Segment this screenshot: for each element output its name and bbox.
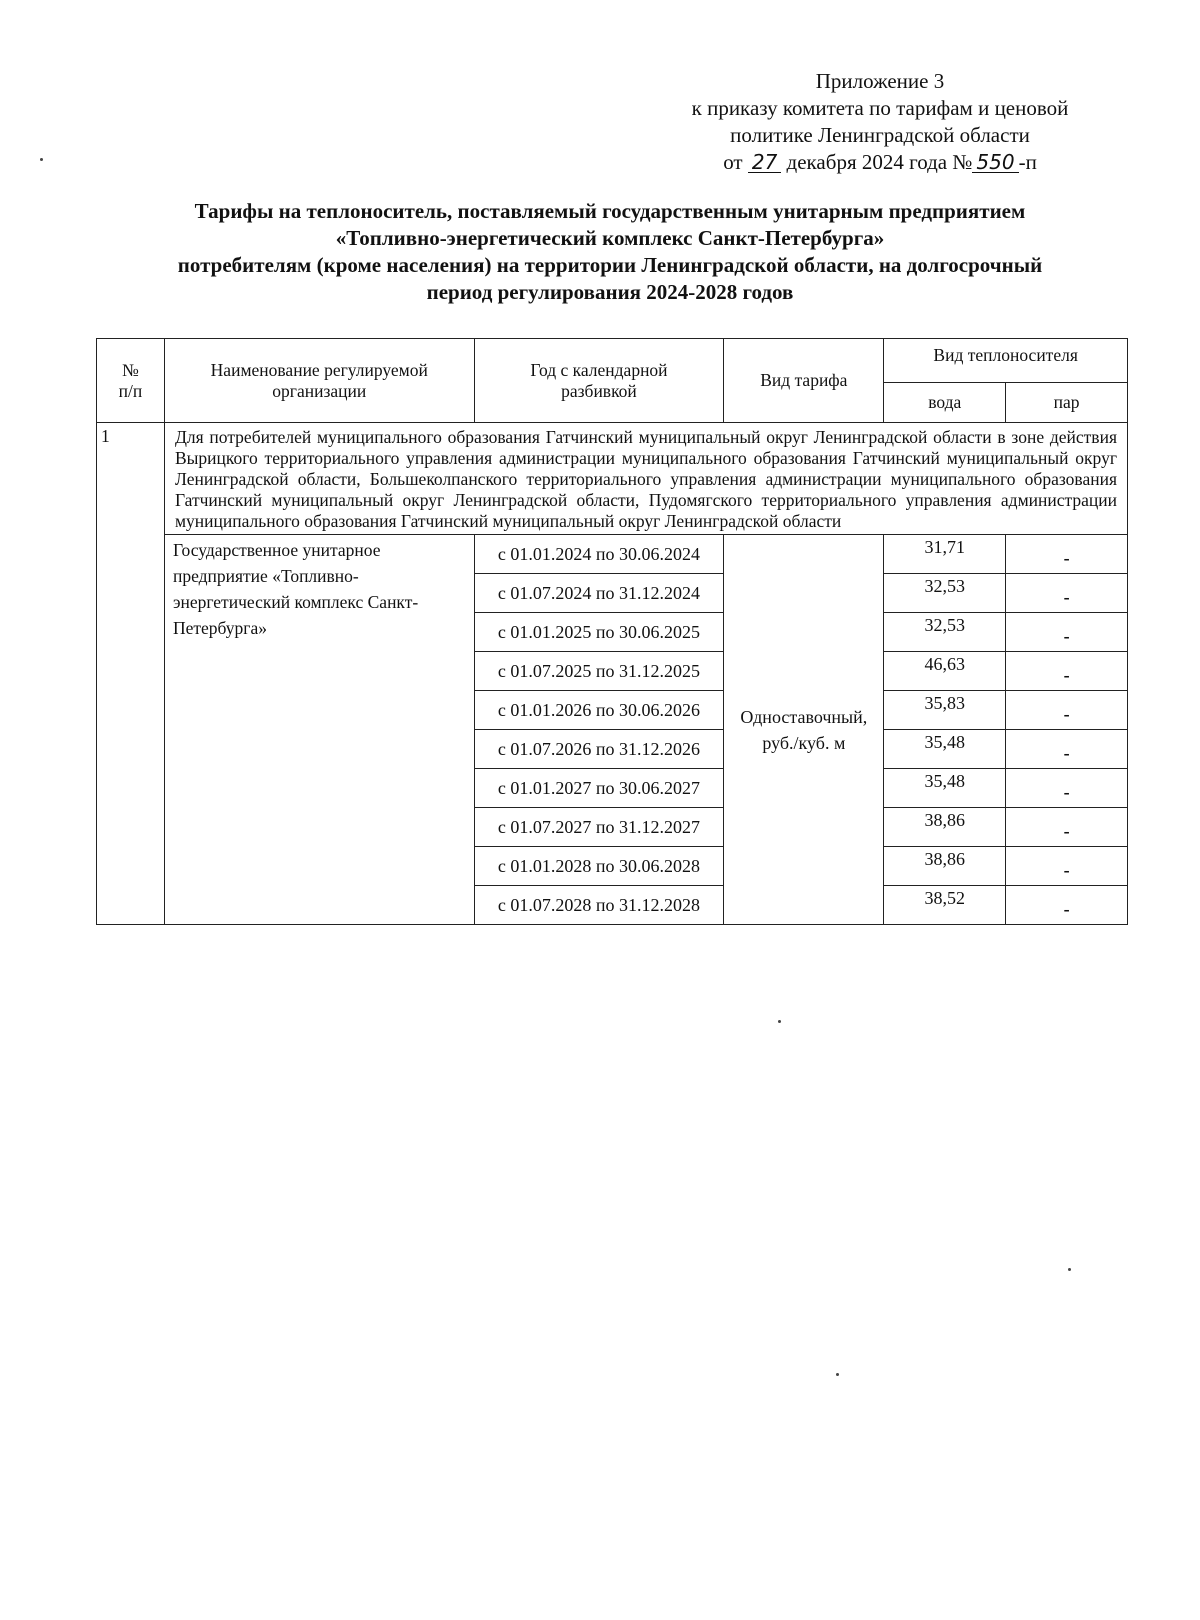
water-tariff: 46,63 [884, 652, 1006, 691]
steam-tariff: - [1006, 535, 1128, 574]
order-suffix: -п [1018, 150, 1037, 174]
period-cell: с 01.01.2026 по 30.06.2026 [474, 691, 724, 730]
scan-speck [836, 1373, 839, 1376]
water-tariff: 38,86 [884, 808, 1006, 847]
order-reference-line2: политике Ленинградской области [730, 123, 1030, 147]
steam-tariff: - [1006, 574, 1128, 613]
title-line-1: Тарифы на теплоноситель, поставляемый государственным унитарным предприятием [194, 199, 1026, 223]
steam-tariff: - [1006, 613, 1128, 652]
appendix-label: Приложение 3 [815, 69, 945, 93]
order-reference-line1: к приказу комитета по тарифам и ценовой [691, 96, 1069, 120]
header-carrier: Вид теплоносителя [884, 339, 1128, 383]
title-line-3: потребителям (кроме населения) на территории Ленинградской области, на долгосрочный [177, 253, 1043, 277]
period-cell: с 01.01.2024 по 30.06.2024 [474, 535, 724, 574]
water-tariff: 32,53 [884, 574, 1006, 613]
title-line-4: период регулирования 2024-2028 годов [426, 280, 794, 304]
header-tariff-type: Вид тарифа [724, 339, 884, 423]
header-water: вода [884, 383, 1006, 423]
water-tariff: 35,48 [884, 769, 1006, 808]
steam-tariff: - [1006, 691, 1128, 730]
order-date-line [640, 149, 1120, 176]
row-number: 1 [97, 423, 165, 925]
header-year: Год с календарной разбивкой [474, 339, 724, 423]
steam-tariff: - [1006, 886, 1128, 925]
period-cell: с 01.07.2024 по 31.12.2024 [474, 574, 724, 613]
water-tariff: 32,53 [884, 613, 1006, 652]
organization-name: Государственное унитарное предприятие «Топливно-энергетический комплекс Санкт-Петербурга» [164, 535, 474, 925]
handwritten-day: 27 [748, 152, 781, 173]
header-organization: Наименование регулируемой организации [164, 339, 474, 423]
title-line-2: «Топливно-энергетический комплекс Санкт-Петербурга» [335, 226, 885, 250]
period-cell: с 01.01.2025 по 30.06.2025 [474, 613, 724, 652]
document-title [100, 198, 1120, 306]
handwritten-order-number: 550 [972, 152, 1018, 173]
water-tariff: 38,86 [884, 847, 1006, 886]
water-tariff: 35,48 [884, 730, 1006, 769]
header-num: № п/п [97, 339, 165, 423]
steam-tariff: - [1006, 652, 1128, 691]
period-cell: с 01.01.2028 по 30.06.2028 [474, 847, 724, 886]
steam-tariff: - [1006, 769, 1128, 808]
period-cell: с 01.07.2025 по 31.12.2025 [474, 652, 724, 691]
steam-tariff: - [1006, 730, 1128, 769]
period-cell: с 01.01.2027 по 30.06.2027 [474, 769, 724, 808]
consumer-description: Для потребителей муниципального образования Гатчинский муниципальный округ Ленинградской области в зоне действия Вырицкого территориального управления администрации муниципального образования Гатчинский муниципальный округ Ленинградской области, Большеколпанского территориального управления администрации муниципального образования Гатчинский муниципальный округ Ленинградской области, Пудомягского территориального управления администрации муниципального образования Гатчинский муниципальный округ Ленинградской области [164, 423, 1127, 535]
tariffs-table [96, 338, 1128, 925]
water-tariff: 31,71 [884, 535, 1006, 574]
date-middle: декабря 2024 года № [786, 150, 973, 174]
steam-tariff: - [1006, 808, 1128, 847]
period-cell: с 01.07.2026 по 31.12.2026 [474, 730, 724, 769]
scan-speck [778, 1020, 781, 1023]
water-tariff: 35,83 [884, 691, 1006, 730]
period-cell: с 01.07.2028 по 31.12.2028 [474, 886, 724, 925]
tariff-type-cell: Одноставочный, руб./куб. м [724, 535, 884, 925]
scan-speck [1068, 1268, 1071, 1271]
scan-speck [40, 158, 43, 161]
header-steam: пар [1006, 383, 1128, 423]
appendix-header [640, 68, 1120, 176]
date-prefix: от [723, 150, 743, 174]
water-tariff: 38,52 [884, 886, 1006, 925]
steam-tariff: - [1006, 847, 1128, 886]
period-cell: с 01.07.2027 по 31.12.2027 [474, 808, 724, 847]
